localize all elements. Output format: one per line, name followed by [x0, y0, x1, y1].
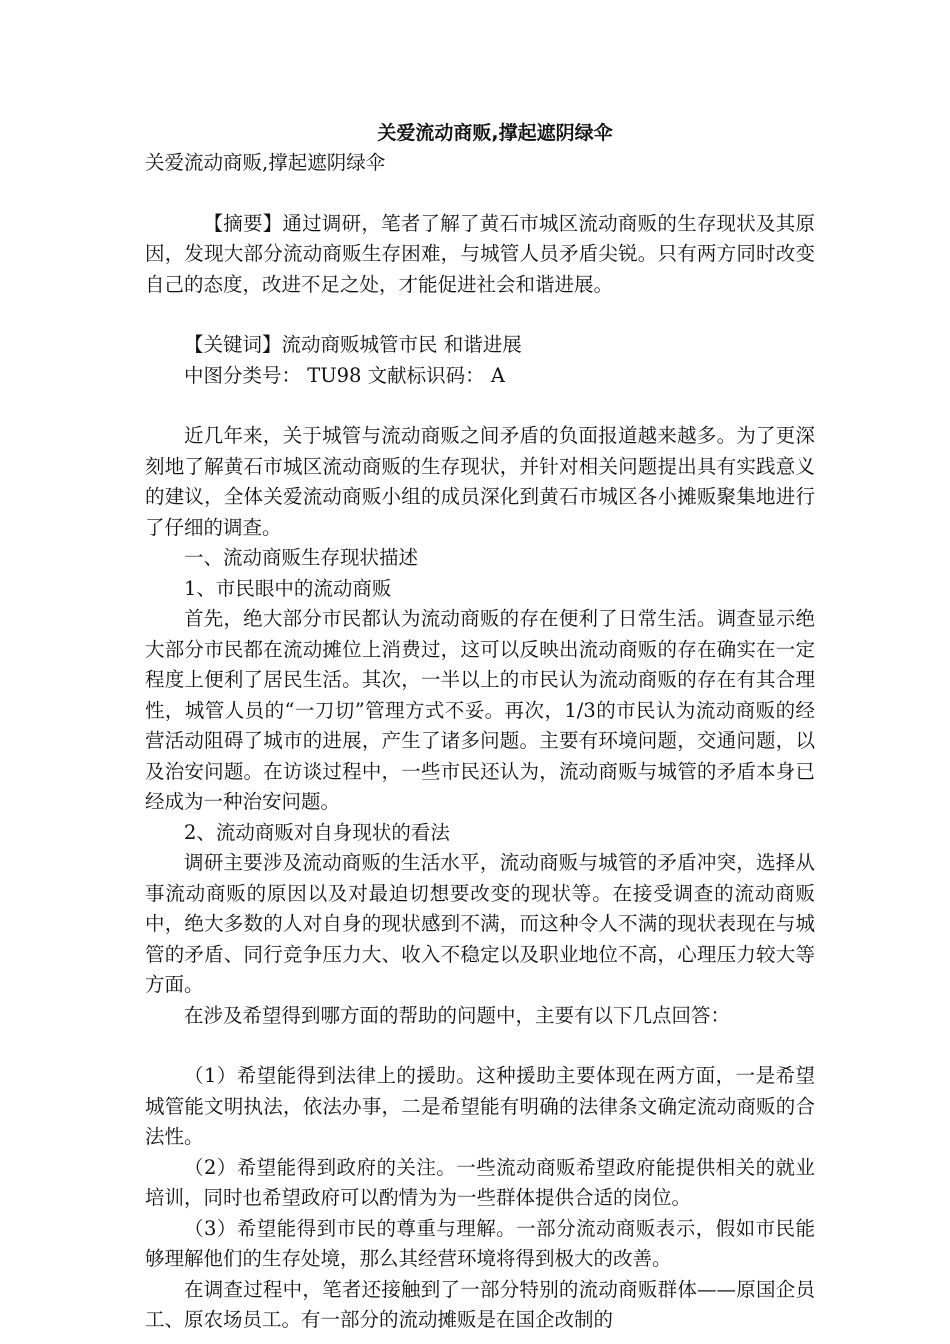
- list-item: （2）希望能得到政府的关注。一些流动商贩希望政府能提供相关的就业培训，同时也希望政府可以酌情为为一些群体提供合适的岗位。: [145, 1155, 815, 1209]
- list-item: （1）希望能得到法律上的援助。这种援助主要体现在两方面，一是希望城管能文明执法，依法办事，二是希望能有明确的法律条文确定流动商贩的合法性。: [145, 1064, 815, 1148]
- document-subtitle: 关爱流动商贩,撑起遮阴绿伞: [145, 151, 386, 174]
- body-paragraph: 首先，绝大部分市民都认为流动商贩的存在便利了日常生活。调查显示绝大部分市民都在流动摊位上消费过，这可以反映出流动商贩的存在确实在一定程度上便利了居民生活。其次，一半以上的市民认为流动商贩的存在有其合理性，城管人员的“一刀切”管理方式不妥。再次，1/3的市民认为流动商贩的经营活动阻碍了城市的进展，产生了诸多问题。主要有环境问题，交通问题，以及治安问题。在访谈过程中，一些市民还认为，流动商贩与城管的矛盾本身已经成为一种治安问题。: [145, 607, 815, 813]
- subsection-heading: 2、流动商贩对自身现状的看法: [184, 820, 450, 844]
- body-paragraph: 调研主要涉及流动商贩的生活水平，流动商贩与城管的矛盾冲突，选择从事流动商贩的原因以及对最迫切想要改变的现状等。在接受调查的流动商贩中，绝大多数的人对自身的现状感到不满，而这种令人不满的现状表现在与城管的矛盾、同行竞争压力大、收入不稳定以及职业地位不高，心理压力较大等方面。: [145, 851, 815, 996]
- section-heading: 一、流动商贩生存现状描述: [184, 546, 419, 569]
- body-paragraph: 近几年来，关于城管与流动商贩之间矛盾的负面报道越来越多。为了更深刻地了解黄石市城区流动商贩的生存现状，并针对相关问题提出具有实践意义的建议，全体关爱流动商贩小组的成员深化到黄石市城区各小摊贩聚集地进行了仔细的调查。: [145, 424, 815, 539]
- spacer: [145, 391, 815, 421]
- list-item: （3）希望能得到市民的尊重与理解。一部分流动商贩表示，假如市民能够理解他们的生存处境，那么其经营环境将得到极大的改善。: [145, 1216, 815, 1270]
- document-title: 关爱流动商贩,撑起遮阴绿伞: [377, 122, 613, 144]
- classification-line: 中图分类号： TU98 文献标识码： A: [184, 363, 505, 387]
- spacer: [145, 179, 815, 209]
- document-page: [145, 118, 815, 1336]
- spacer: [145, 300, 815, 330]
- subsection-heading: 1、市民眼中的流动商贩: [184, 576, 392, 600]
- spacer: [145, 1031, 815, 1061]
- body-paragraph: 在涉及希望得到哪方面的帮助的问题中，主要有以下几点回答：: [184, 1003, 731, 1027]
- body-paragraph: 在调查过程中，笔者还接触到了一部分特别的流动商贩群体——原国企员工、原农场员工。有一部分的流动摊贩是在国企改制的: [145, 1277, 815, 1331]
- abstract-paragraph: 【摘要】通过调研，笔者了解了黄石市城区流动商贩的生存现状及其原因，发现大部分流动商贩生存困难，与城管人员矛盾尖锐。只有两方同时改变自己的态度，改进不足之处，才能促进社会和谐进展。: [145, 211, 815, 296]
- keywords-line: 【关键词】流动商贩城管市民 和谐进展: [184, 333, 522, 356]
